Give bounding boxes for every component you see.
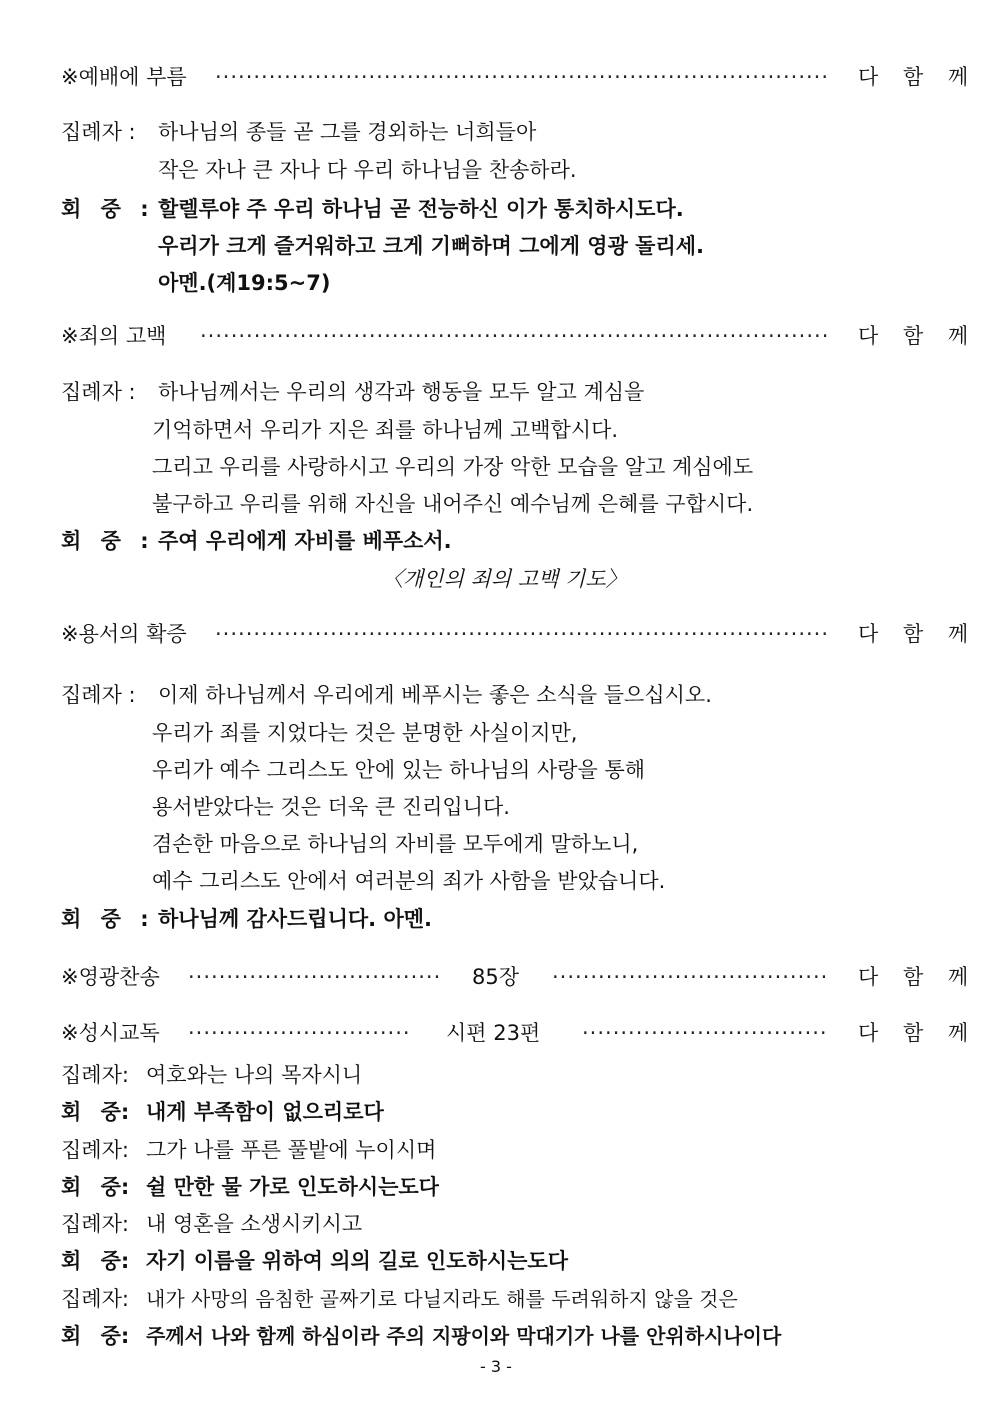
leader-text: 이제 하나님께서 우리에게 베푸시는 좋은 소식을 들으십시오.: [158, 683, 712, 707]
leader-text: 겸손한 마음으로 하나님의 자비를 모두에게 말하노니,: [152, 832, 639, 856]
leader-label: 집례자 :: [61, 380, 136, 404]
leader-text: 용서받았다는 것은 더욱 큰 진리입니다.: [152, 795, 510, 819]
reading-label: 집례자:: [61, 1138, 129, 1162]
leader-dots: [215, 620, 830, 648]
reading-label: 회 중:: [61, 1100, 130, 1124]
leader-text: 그리고 우리를 사랑하시고 우리의 가장 악한 모습을 알고 계심에도: [152, 455, 754, 479]
congregation-label: 회 중 :: [61, 529, 149, 553]
leader-text: 작은 자나 큰 자나 다 우리 하나님을 찬송하라.: [158, 158, 577, 182]
participant-label: 다 함 께: [858, 965, 978, 989]
leader-text: 우리가 죄를 지었다는 것은 분명한 사실이지만,: [152, 721, 578, 745]
congregation-text: 주여 우리에게 자비를 베푸소서.: [158, 529, 452, 553]
leader-text: 불구하고 우리를 위해 자신을 내어주신 예수님께 은혜를 구합시다.: [152, 492, 754, 516]
leader-dots: [188, 1019, 410, 1047]
congregation-text: 하나님께 감사드립니다. 아멘.: [158, 907, 433, 931]
leader-text: 기억하면서 우리가 지은 죄를 하나님께 고백합시다.: [152, 418, 619, 442]
reading-label: 집례자:: [61, 1287, 129, 1311]
leader-dots: [215, 63, 830, 91]
section-title: ※성시교독: [61, 1021, 160, 1045]
leader-dots: [188, 963, 440, 991]
reading-text: 자기 이름을 위하여 의의 길로 인도하시는도다: [146, 1249, 568, 1273]
leader-text: 하나님께서는 우리의 생각과 행동을 모두 알고 계심을: [158, 380, 645, 404]
participant-label: 다 함 께: [858, 324, 978, 348]
reading-text: 내가 사망의 음침한 골짜기로 다닐지라도 해를 두려워하지 않을 것은: [146, 1287, 738, 1311]
participant-label: 다 함 께: [858, 65, 978, 89]
reading-label: 회 중:: [61, 1324, 130, 1348]
leader-text: 우리가 예수 그리스도 안에 있는 하나님의 사랑을 통해: [152, 758, 646, 782]
prayer-note: 〈개인의 죄의 고백 기도〉: [382, 567, 627, 591]
reading-label: 집례자:: [61, 1063, 129, 1087]
hymn-number: 85장: [472, 965, 520, 989]
page-number: - 3 -: [480, 1357, 512, 1376]
reading-text: 쉴 만한 물 가로 인도하시는도다: [146, 1175, 439, 1199]
participant-label: 다 함 께: [858, 1021, 978, 1045]
leader-dots: [582, 1019, 828, 1047]
congregation-text: 우리가 크게 즐거워하고 크게 기뻐하며 그에게 영광 돌리세.: [158, 234, 705, 258]
reading-text: 내게 부족함이 없으리로다: [146, 1100, 384, 1124]
section-title: ※예배에 부름: [61, 65, 187, 89]
section-title: ※영광찬송: [61, 965, 160, 989]
participant-label: 다 함 께: [858, 622, 978, 646]
reading-text: 내 영혼을 소생시키시고: [146, 1212, 363, 1236]
congregation-label: 회 중 :: [61, 197, 149, 221]
congregation-label: 회 중 :: [61, 907, 149, 931]
reading-label: 회 중:: [61, 1175, 130, 1199]
leader-dots: [552, 963, 828, 991]
leader-label: 집례자 :: [61, 683, 136, 707]
reading-text: 주께서 나와 함께 하심이라 주의 지팡이와 막대기가 나를 안위하시나이다: [146, 1324, 782, 1348]
reading-label: 집례자:: [61, 1212, 129, 1236]
leader-text: 예수 그리스도 안에서 여러분의 죄가 사함을 받았습니다.: [152, 869, 666, 893]
section-title: ※용서의 확증: [61, 622, 187, 646]
section-title: ※죄의 고백: [61, 324, 167, 348]
congregation-text: 할렐루야 주 우리 하나님 곧 전능하신 이가 통치하시도다.: [158, 197, 684, 221]
reading-text: 그가 나를 푸른 풀밭에 누이시며: [146, 1138, 437, 1162]
psalm-reference: 시편 23편: [446, 1021, 541, 1045]
leader-label: 집례자 :: [61, 120, 136, 144]
reading-label: 회 중:: [61, 1249, 130, 1273]
congregation-text: 아멘.(계19:5~7): [158, 271, 331, 295]
leader-text: 하나님의 종들 곧 그를 경외하는 너희들아: [158, 120, 537, 144]
reading-text: 여호와는 나의 목자시니: [146, 1063, 363, 1087]
leader-dots: [200, 322, 830, 350]
